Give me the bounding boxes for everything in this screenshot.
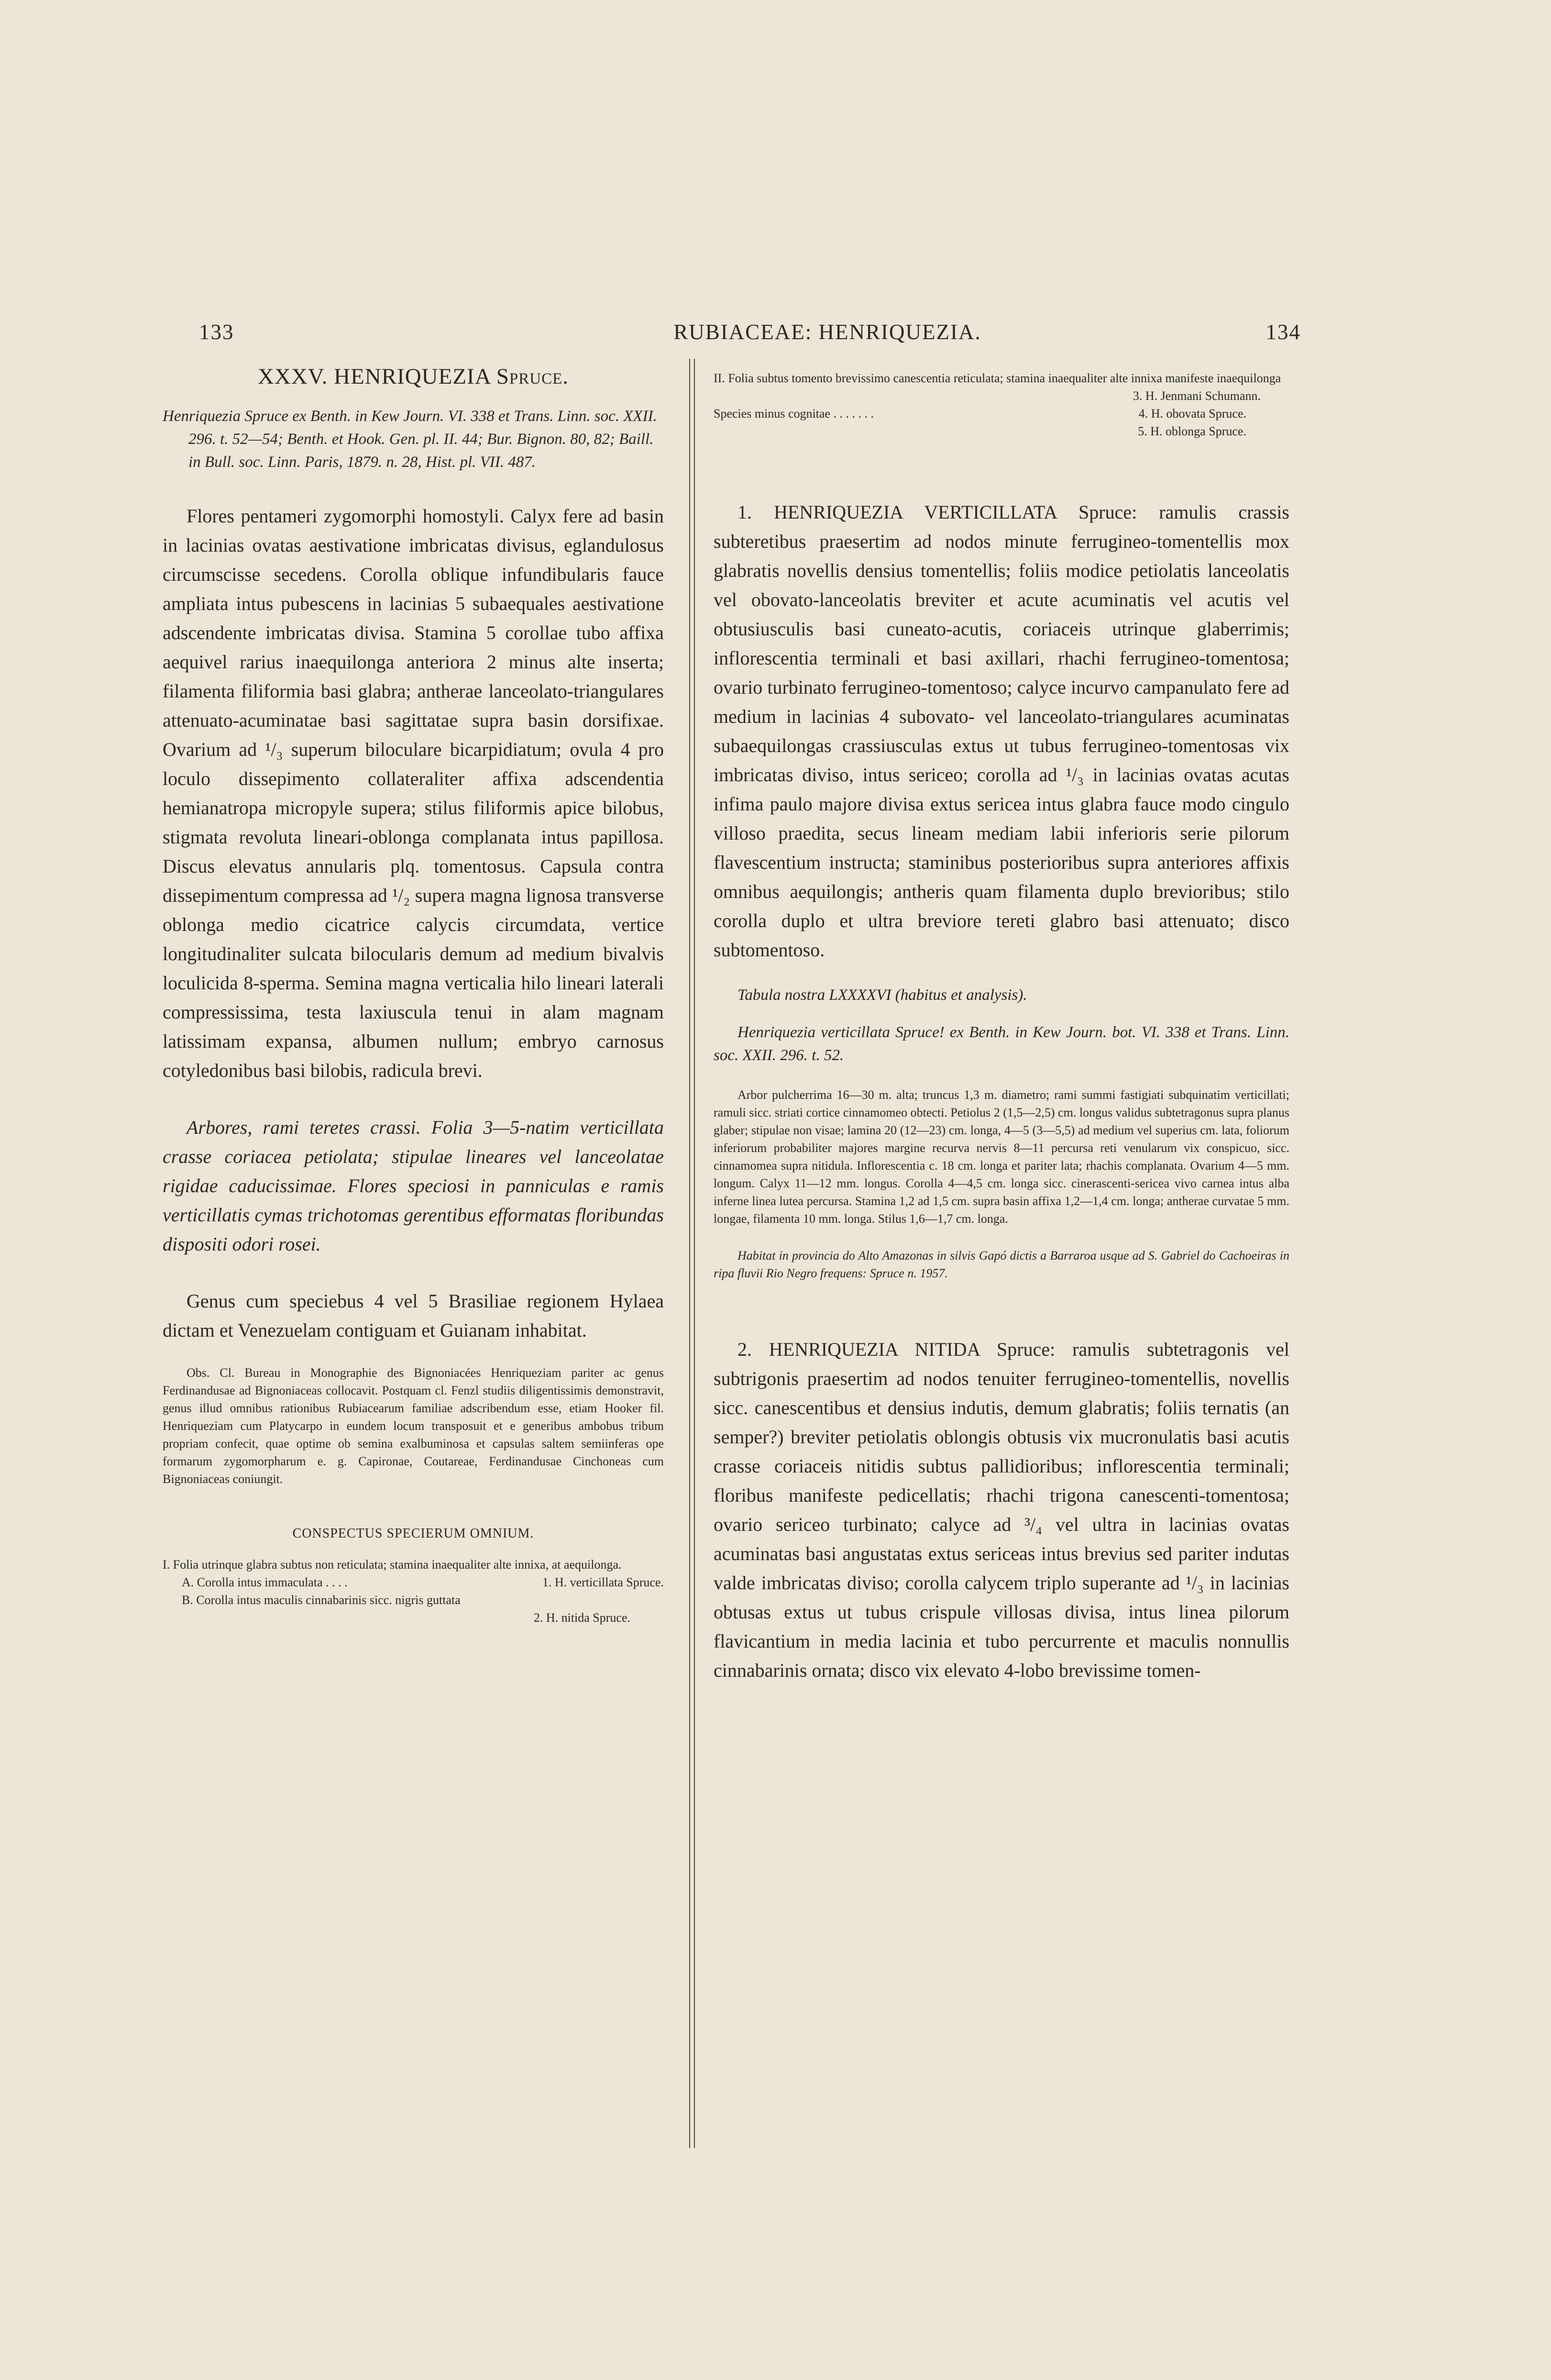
key-lead-dubia-text: Species minus cognitae . . . . . . . [714, 407, 874, 421]
key-result-5: 5. H. oblonga Spruce. [1138, 424, 1246, 438]
genus-heading [163, 364, 664, 389]
species-key-right [714, 369, 1289, 440]
genus-observation: Obs. Cl. Bureau in Monographie des Bignoniacées Henriqueziam pariter ac genus Ferdinandusae ad Bignoniaceas collocavit. Postquam cl. Fenzl studiis diligentissimis demonstravit, genus illud omnibus rationibus Rubiacearum familiae adscribendum esse, etiam Hooker fil. Henriqueziam cum Platycarpo in eundem locum transposuit et e generibus ambobus tribum propriam confecit, quae optime ob semina exalbuminosa et capsulas saltem semiinferas ope formarum zygomorpharum e. g. Capironae, Coutareae, Ferdinandusae Cinchoneas cum Bignoniaceas coniungit. [163, 1366, 664, 1486]
key-lead-B [163, 1591, 664, 1609]
key-lead-dubia [714, 405, 1289, 422]
page-number-right: 134 [1265, 320, 1301, 344]
species-1-habitat: Habitat in provincia do Alto Amazonas in silvis Gapó dictis a Barraroa usque ad S. Gabriel do Cachoeiras in ripa fluvii Rio Negro frequens: Spruce n. 1957. [714, 1249, 1289, 1280]
species-2-description: 2. HENRIQUEZIA NITIDA Spruce: ramulis subtetragonis vel subtrigonis praesertim ad nodos tenuiter ferrugineo-tomentellis, novellis sicc. canescentibus et densius indutis, demum glabratis; foliis ternatis (an semper?) breviter petiolatis oblongis obtusis vix mucronulatis basi acutis crasse coriaceis nitidis subtus pallidioribus; inflorescentia terminali; floribus manifeste pedicellatis; rhachi trigona canescenti-tomentosa; ovario sericeo turbinato; calyce ad ³/₄ vel ultra in lacinias ovatas acuminatas basi angustatas extus sericeas intus brevius sed pariter indutas valde imbricatas diviso; corolla calycem triplo superante ad ¹/₃ in lacinias obtusas extus ut tubus crispule villosas divisa, intus linea pilorum flavicantium in media lacinia et tubo percurrente et maculis nonnullis cinnabarinis ornata; disco vix elevato 4-lobo brevissime tomen- [714, 1339, 1289, 1681]
genus-description: Flores pentameri zygomorphi homostyli. Calyx fere ad basin in lacinias ovatas aestivatione imbricatas divisus, eglandulosus circumscisse secedens. Corolla oblique infundibularis fauce ampliata intus pubescens in lacinias 5 subaequales aestivatione adscendente imbricatas divisa. Stamina 5 corollae tubo affixa aequivel rarius inaequilonga anteriora 2 minus alte inserta; filamenta filiformia basi glabra; antherae lanceolato-triangulares attenuato-acuminatae basi sagittatae supra basin dorsifixae. Ovarium ad ¹/₃ superum biloculare bicarpidiatum; ovula 4 pro loculo dissepimento collateraliter affixa adscendentia hemianatropa micropyle supera; stilus filiformis apice bilobus, stigmata revoluta lineari-oblonga complanata intus papillosa. Discus elevatus annularis plq. tomentosus. Capsula contra dissepimentum compressa ad ¹/₂ supera magna lignosa transverse oblonga medio cicatrice calycis circumdata, vertice longitudinaliter sulcata bilocularis demum ad medium bivalvis loculicida 8-sperma. Semina magna verticalia hilo lineari laterali compressissima, testa laxiuscula tenui in alam magnam latissimam expansa, albumen nullum; embryo carnosus cotyledonibus basi bilobis, radicula brevi. [163, 505, 664, 1081]
key-lead-A-text: A. Corolla intus immaculata . . . . [182, 1575, 348, 1589]
column-divider [689, 359, 695, 2148]
species-1-plate: Tabula nostra LXXXXVI (habitus et analysis). [737, 986, 1027, 1004]
genus-author: Spruce. [496, 364, 569, 389]
conspectus-heading: CONSPECTUS SPECIERUM OMNIUM. [292, 1526, 534, 1541]
key-lead-I: I. Folia utrinque glabra subtus non reticulata; stamina inaequaliter alte innixa, at aequilonga. [163, 1558, 622, 1572]
genus-heading-text: XXXV. HENRIQUEZIA [257, 364, 491, 389]
key-lead-B-text: B. Corolla intus maculis cinnabarinis sicc. nigris guttata [182, 1593, 461, 1607]
species-1-references: Henriquezia verticillata Spruce! ex Benth. in Kew Journ. bot. VI. 338 et Trans. Linn. soc. XXII. 296. t. 52. [714, 1024, 1289, 1064]
key-result-3: 3. H. Jenmani Schumann. [1133, 389, 1261, 403]
key-lead-B-result: 2. H. nitida Spruce. [533, 1611, 630, 1625]
key-result-4: 4. H. obovata Spruce. [1138, 407, 1246, 421]
key-lead-A [163, 1573, 664, 1591]
species-1-measurements: Arbor pulcherrima 16—30 m. alta; truncus 1,3 m. diametro; rami summi fastigiati subquinatim verticillati; ramuli sicc. striati cortice cinnamomeo obtecti. Petiolus 2 (1,5—2,5) cm. longus validus subtetragonus supra planus glaber; stipulae non visae; lamina 20 (12—23) cm. longa, 4—5 (3—5,5) ad medium vel superius cm. lata, foliorum inferiorum probabiliter majores margine recurva nervis 8—11 percursa reti venularum vix conspicuo, sicc. cinnamomea supra nitidula. Inflorescentia c. 18 cm. longa et pariter lata; rhachis complanata. Ovarium 4—5 mm. longum. Calyx 11—12 mm. longus. Corolla 4—4,5 cm. longa sicc. cinerascenti-sericea vivo carnea intus alba inferne linea lutea percursa. Stamina 1,2 ad 1,5 cm. supra basin affixa 1,2—1,4 cm. longa; antherae curvatae 5 mm. longae, filamenta 10 mm. longa. Stilus 1,6—1,7 cm. longa. [714, 1088, 1289, 1226]
running-title: RUBIACEAE: HENRIQUEZIA. [673, 320, 981, 344]
species-key-left [163, 1556, 664, 1627]
genus-synonymy: Henriquezia Spruce ex Benth. in Kew Journ. VI. 338 et Trans. Linn. soc. XXII. 296. t. 52—54; Benth. et Hook. Gen. pl. II. 44; Bur. Bignon. 80, 82; Baill. in Bull. soc. Linn. Paris, 1879. n. 28, Hist. pl. VII. 487. [163, 408, 657, 471]
left-column [163, 359, 664, 1627]
species-1-description: 1. HENRIQUEZIA VERTICILLATA Spruce: ramulis crassis subteretibus praesertim ad nodos minute ferrugineo-tomentellis mox glabratis novellis densius tomentellis; foliis modice petiolatis lanceolatis vel obovato-lanceolatis breviter et acute acuminatis vel acutis vel obtusiusculis basi cuneato-acutis, coriaceis utrinque glaberrimis; inflorescentia terminali et basi axillari, rhachi ferrugineo-tomentosa; ovario turbinato ferrugineo-tomentoso; calyce incurvo campanulato fere ad medium in lacinias 4 subovato- vel lanceolato-triangulares acuminatas subaequilongas crassiusculas extus ut tubus ferrugineo-tomentosas vix imbricatas diviso, intus sericeo; corolla ad ¹/₃ in lacinias ovatas acutas infima paulo majore divisa extus sericea intus glabra fauce modo cingulo villoso praedita, secus lineam mediam labii inferioris serie pilorum flavescentium instructa; staminibus posterioribus supra anteriores affixis omnibus aequilongis; antheris quam filamenta duplo brevioribus; stilo corolla duplo et ultra breviore tereti glabro basi attenuato; disco subtomentoso. [714, 501, 1289, 961]
key-lead-II: II. Folia subtus tomento brevissimo canescentia reticulata; stamina inaequaliter alte innixa manifeste inaequilonga [714, 371, 1281, 385]
key-lead-A-result: 1. H. verticillata Spruce. [542, 1575, 664, 1589]
right-column [714, 359, 1289, 1685]
page-number-left: 133 [199, 320, 234, 344]
genus-distribution: Genus cum speciebus 4 vel 5 Brasiliae regionem Hylaea dictam et Venezuelam contiguam et Guianam inhabitat. [163, 1290, 664, 1341]
genus-habit: Arbores, rami teretes crassi. Folia 3—5-natim verticillata crasse coriacea petiolata; stipulae lineares vel lanceolatae rigidae caducissimae. Flores speciosi in panniculas e ramis verticillatis cymas trichotomas gerentibus efformatas floribundas dispositi odori rosei. [163, 1117, 664, 1255]
